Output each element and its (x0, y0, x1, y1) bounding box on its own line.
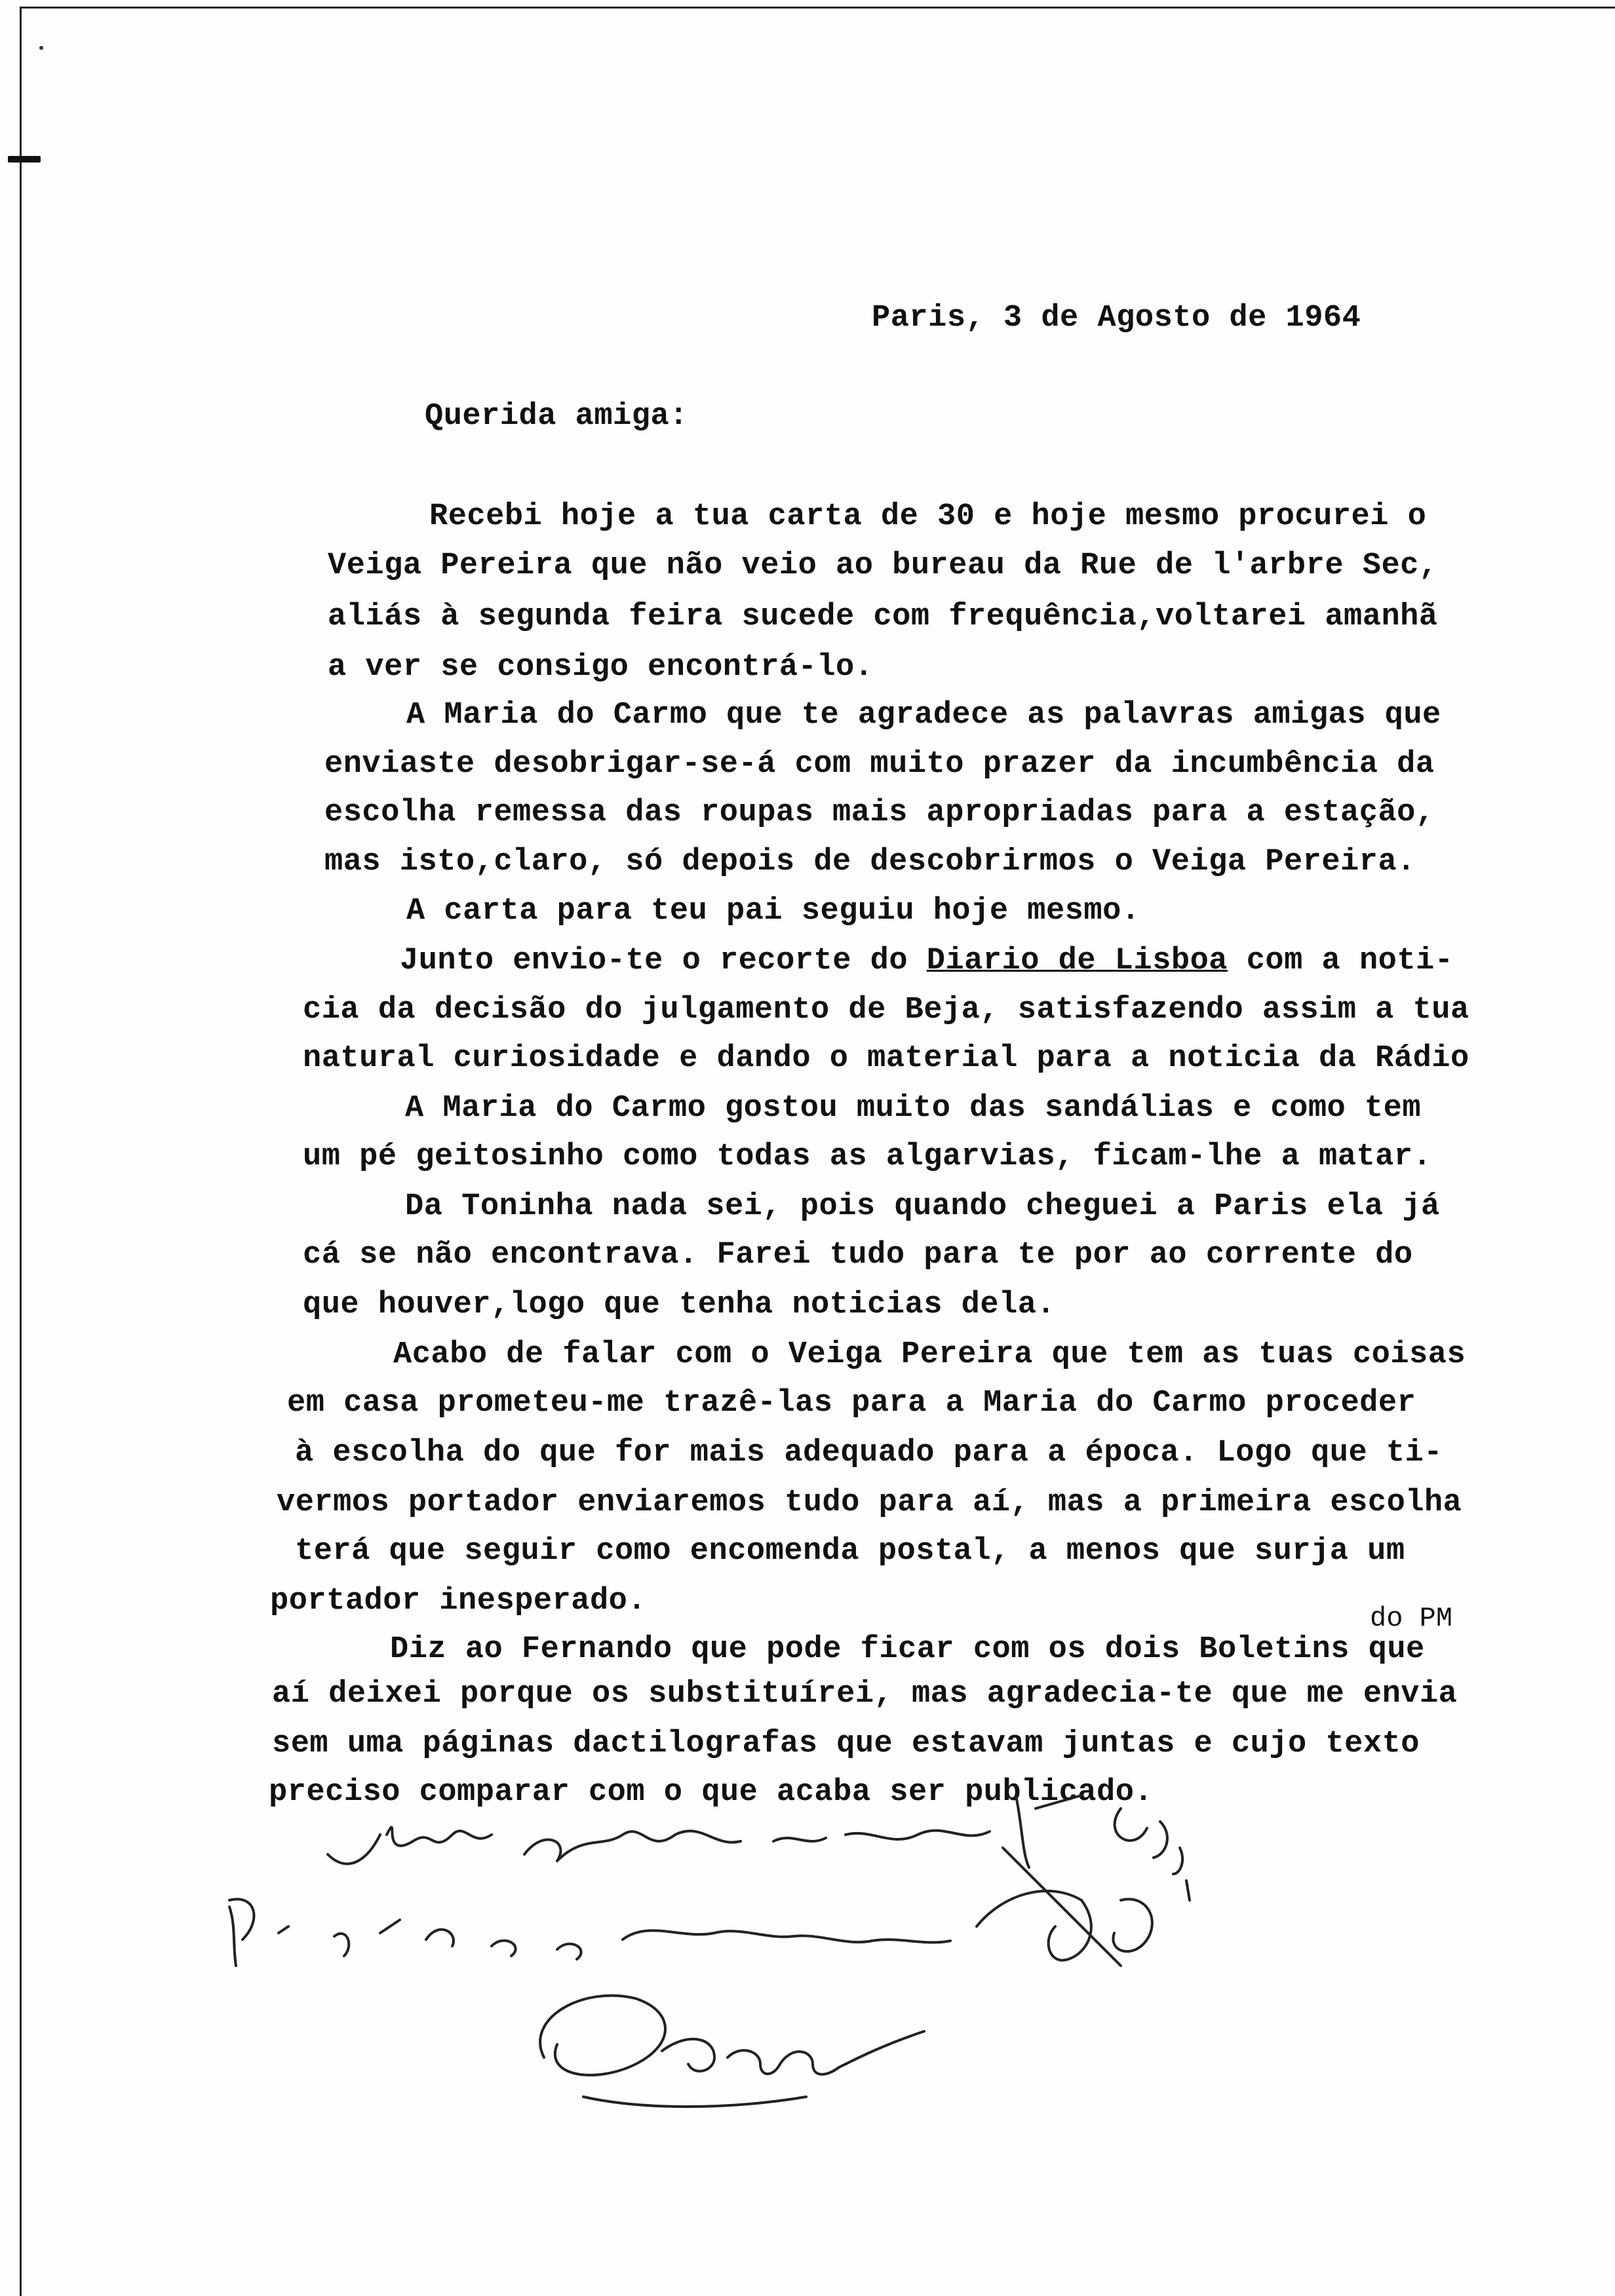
letter-line: a ver se consigo encontrá-lo. (328, 650, 874, 685)
letter-line: Acabo de falar com o Veiga Pereira que tem as tuas coisas (393, 1337, 1466, 1372)
page-top-border (20, 7, 1615, 9)
letter-line: sem uma páginas dactilografas que estavam juntas e cujo texto (272, 1727, 1420, 1761)
newspaper-title: Diario de Lisboa (926, 944, 1228, 978)
letter-salutation: Querida amiga: (425, 399, 688, 434)
letter-line: vermos portador enviaremos tudo para aí, mas a primeira escolha (277, 1485, 1462, 1520)
letter-line: A Maria do Carmo que te agradece as palavras amigas que (406, 698, 1441, 733)
letter-line: portador inesperado. (270, 1584, 647, 1618)
letter-line: cia da decisão do julgamento de Beja, satisfazendo assim a tua (303, 993, 1469, 1027)
handwritten-signature (216, 1769, 1527, 2136)
letter-line: mas isto,claro, só depois de descobrirmos o Veiga Pereira. (324, 845, 1416, 879)
footnote-annotation: do PM (1370, 1603, 1453, 1634)
letter-line: Da Toninha nada sei, pois quando cheguei a Paris ela já (405, 1189, 1440, 1224)
letter-line: aí deixei porque os substituírei, mas agradecia-te que me envia (272, 1677, 1458, 1712)
letter-line: preciso comparar com o que acaba ser publicado. (269, 1775, 1154, 1810)
letter-line: em casa prometeu-me trazê-las para a Maria do Carmo proceder (287, 1386, 1416, 1421)
letter-line: Veiga Pereira que não veio ao bureau da Rue de l'arbre Sec, (328, 548, 1438, 583)
page-left-border (20, 7, 22, 2296)
letter-date: Paris, 3 de Agosto de 1964 (872, 301, 1361, 335)
letter-line: natural curiosidade e dando o material para a noticia da Rádio (303, 1041, 1469, 1076)
letter-line: enviaste desobrigar-se-á com muito prazer da incumbência da (324, 747, 1435, 782)
margin-mark (8, 156, 41, 163)
letter-line: cá se não encontrava. Farei tudo para te por ao corrente do (303, 1238, 1413, 1272)
letter-line-newspaper (400, 946, 1453, 976)
letter-line: à escolha do que for mais adequado para a época. Logo que ti- (295, 1436, 1443, 1470)
letter-text: com a noti- (1228, 944, 1454, 978)
margin-dot (39, 46, 43, 50)
letter-line: um pé geitosinho como todas as algarvias, ficam-lhe a matar. (303, 1139, 1432, 1174)
letter-line: escolha remessa das roupas mais apropriadas para a estação, (324, 795, 1435, 830)
letter-line: Recebi hoje a tua carta de 30 e hoje mesmo procurei o (429, 499, 1427, 534)
letter-line: aliás à segunda feira sucede com frequência,voltarei amanhã (328, 600, 1438, 634)
letter-line: Diz ao Fernando que pode ficar com os dois Boletins que (390, 1632, 1425, 1667)
letter-line: A Maria do Carmo gostou muito das sandálias e como tem (405, 1091, 1422, 1126)
letter-line: A carta para teu pai seguiu hoje mesmo. (406, 894, 1140, 928)
letter-line: que houver,logo que tenha noticias dela. (303, 1288, 1056, 1322)
letter-text: Junto envio-te o recorte do (400, 944, 927, 978)
letter-line: terá que seguir como encomenda postal, a menos que surja um (295, 1534, 1405, 1569)
